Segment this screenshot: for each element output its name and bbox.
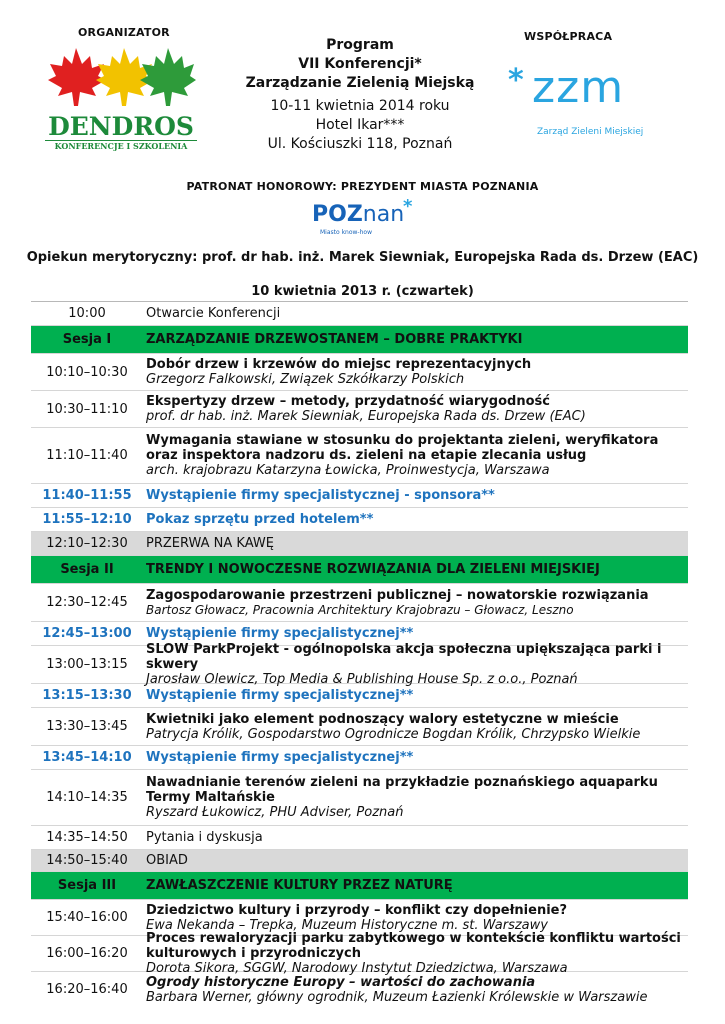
- talk-title: Wystąpienie firmy specjalistycznej**: [146, 688, 414, 703]
- time-slot: 10:30–11:10: [46, 401, 128, 417]
- schedule-description: [143, 536, 688, 551]
- program-title: [225, 36, 495, 93]
- schedule-description: [143, 357, 688, 387]
- speaker-line: Jarosław Olewicz, Top Media & Publishing House Sp. z o.o., Poznań: [146, 672, 578, 687]
- schedule-table: [31, 301, 688, 1007]
- zzm-logo: zzm: [532, 62, 625, 113]
- time-slot: 11:10–11:40: [46, 448, 128, 463]
- schedule-description: [143, 931, 688, 976]
- session-label: Sesja II: [60, 562, 114, 577]
- speaker-line: Dorota Sikora, SGGW, Narodowy Instytut Dziedzictwa, Warszawa: [146, 961, 568, 976]
- schedule-description: [143, 512, 688, 527]
- zzm-subtitle: Zarząd Zieleni Miejskiej: [537, 127, 644, 137]
- talk-title: OBIAD: [146, 853, 188, 868]
- zzm-asterisk-icon: *: [508, 63, 524, 98]
- schedule-row: [31, 769, 688, 825]
- schedule-description: [143, 562, 688, 577]
- schedule-row: [31, 531, 688, 555]
- poznan-logo: [312, 202, 404, 228]
- time-slot: 11:40–11:55: [42, 488, 132, 503]
- time-slot: 13:30–13:45: [46, 719, 128, 734]
- talk-title: Ogrody historyczne Europy – wartości do zachowania: [146, 974, 536, 990]
- talk-title: ZARZĄDZANIE DRZEWOSTANEM – DOBRE PRAKTYKI: [146, 332, 523, 347]
- event-address: Ul. Kościuszki 118, Poznań: [267, 136, 453, 152]
- talk-title: Pytania i dyskusja: [146, 830, 263, 845]
- program-line-3: Zarządzanie Zielenią Miejską: [245, 75, 475, 91]
- poznan-subtitle: Miasto know-how: [320, 229, 372, 236]
- schedule-row: [31, 301, 688, 325]
- program-line-2: VII Konferencji*: [298, 56, 422, 72]
- schedule-row: [31, 483, 688, 507]
- time-slot: 12:10–12:30: [46, 536, 128, 551]
- schedule-description: [143, 306, 688, 321]
- talk-title: Wymagania stawiane w stosunku do projektanta zieleni, weryfikatora oraz inspektora nadzoru ds. zieleni na etapie zlecania usług: [146, 433, 659, 463]
- schedule-description: [143, 332, 688, 347]
- schedule-row: [31, 745, 688, 769]
- speaker-line: Barbara Werner, główny ogrodnik, Muzeum Łazienki Królewskie w Warszawie: [146, 989, 648, 1005]
- schedule-description: [143, 394, 688, 424]
- organizer-label: ORGANIZATOR: [78, 26, 170, 39]
- talk-title: PRZERWA NA KAWĘ: [146, 536, 274, 551]
- program-line-1: Program: [326, 37, 394, 53]
- talk-title: Nawadnianie terenów zieleni na przykładzie poznańskiego aquaparku Termy Maltańskie: [146, 775, 658, 805]
- speaker-line: Bartosz Głowacz, Pracownia Architektury Krajobrazu – Głowacz, Leszno: [146, 602, 574, 617]
- talk-title: Zagospodarowanie przestrzeni publicznej – nowatorskie rozwiązania: [146, 587, 649, 603]
- time-slot: 15:40–16:00: [46, 910, 128, 925]
- schedule-row: [31, 931, 688, 976]
- dendros-name: DENDROS: [48, 112, 194, 141]
- supervisor-line: Opiekun merytoryczny: prof. dr hab. inż. Marek Siewniak, Europejska Rada ds. Drzew (EAC): [26, 250, 699, 265]
- day-heading: 10 kwietnia 2013 r. (czwartek): [251, 284, 474, 299]
- schedule-description: [143, 433, 688, 478]
- schedule-description: [143, 853, 688, 868]
- schedule-row: [31, 353, 688, 390]
- time-slot: 14:10–14:35: [46, 790, 128, 805]
- schedule-description: [143, 626, 688, 641]
- time-slot: 11:55–12:10: [42, 512, 132, 527]
- time-slot: 14:50–15:40: [46, 853, 128, 868]
- talk-title: SLOW ParkProjekt - ogólnopolska akcja społeczna upiększająca parki i skwery: [146, 642, 662, 672]
- schedule-row: [31, 390, 688, 427]
- talk-title: Wystąpienie firmy specjalistycznej - sponsora**: [146, 488, 495, 503]
- poznan-logo-caps: POZ: [312, 202, 363, 227]
- talk-title: Wystąpienie firmy specjalistycznej**: [146, 626, 414, 641]
- schedule-description: [143, 688, 688, 703]
- talk-title: TRENDY I NOWOCZESNE ROZWIĄZANIA DLA ZIELENI MIEJSKIEJ: [146, 562, 600, 577]
- schedule-row: [31, 971, 688, 1007]
- talk-title: Otwarcie Konferencji: [146, 306, 281, 321]
- speaker-line: arch. krajobrazu Katarzyna Łowicka, Proinwestycja, Warszawa: [146, 463, 550, 478]
- schedule-row: [31, 642, 688, 687]
- schedule-description: [143, 588, 688, 618]
- session-label: Sesja I: [62, 332, 112, 347]
- session-header-row: [31, 555, 688, 583]
- talk-title: Ekspertyzy drzew – metody, przydatność wiarygodność: [146, 394, 550, 409]
- schedule-row: [31, 583, 688, 621]
- talk-title: Proces rewaloryzacji parku zabytkowego w kontekście konfliktu wartości kulturowych i przyrodniczych: [146, 931, 681, 961]
- time-slot: 13:45–14:10: [42, 750, 132, 765]
- event-date: 10-11 kwietnia 2014 roku: [270, 98, 450, 114]
- maple-leaves-icon: [44, 44, 196, 114]
- time-slot: 13:15–13:30: [42, 688, 132, 703]
- time-slot: 16:20–16:40: [46, 982, 128, 997]
- talk-title: Wystąpienie firmy specjalistycznej**: [146, 750, 414, 765]
- talk-title: Dziedzictwo kultury i przyrody – konflikt czy dopełnienie?: [146, 902, 568, 918]
- speaker-line: prof. dr hab. inż. Marek Siewniak, Europejska Rada ds. Drzew (EAC): [146, 409, 586, 424]
- speaker-line: Ewa Nekanda – Trepka, Muzeum Historyczne m. st. Warszawy: [146, 917, 548, 933]
- schedule-row: [31, 849, 688, 871]
- schedule-description: [143, 712, 688, 742]
- event-info: [225, 97, 495, 154]
- talk-title: Kwietniki jako element podnoszący walory estetyczne w mieście: [146, 711, 619, 727]
- time-slot: 10:10–10:30: [46, 364, 128, 380]
- speaker-line: Patrycja Królik, Gospodarstwo Ogrodnicze Bogdan Królik, Chrzypsko Wielkie: [146, 726, 641, 742]
- schedule-row: [31, 899, 688, 935]
- time-slot: 10:00: [68, 306, 106, 321]
- speaker-line: Ryszard Łukowicz, PHU Adviser, Poznań: [146, 805, 404, 820]
- time-slot: 12:45–13:00: [42, 626, 132, 641]
- poznan-logo-lower: nan: [362, 202, 405, 227]
- schedule-description: [143, 488, 688, 503]
- patronage-label: PATRONAT HONOROWY: PREZYDENT MIASTA POZNANIA: [186, 180, 539, 193]
- schedule-description: [143, 642, 688, 687]
- speaker-line: Grzegorz Falkowski, Związek Szkółkarzy Polskich: [146, 372, 465, 387]
- schedule-description: [143, 775, 688, 820]
- poznan-asterisk-icon: *: [403, 196, 413, 217]
- schedule-description: [143, 878, 688, 893]
- time-slot: 16:00–16:20: [46, 946, 128, 961]
- time-slot: 13:00–13:15: [46, 657, 128, 672]
- schedule-description: [143, 830, 688, 845]
- event-hotel: Hotel Ikar***: [315, 117, 405, 133]
- schedule-description: [143, 903, 688, 933]
- dendros-subtitle: KONFERENCJE I SZKOLENIA: [54, 141, 188, 151]
- time-slot: 14:35–14:50: [46, 830, 128, 845]
- schedule-row: [31, 825, 688, 849]
- schedule-row: [31, 427, 688, 483]
- session-header-row: [31, 871, 688, 899]
- talk-title: Dobór drzew i krzewów do miejsc reprezentacyjnych: [146, 357, 532, 372]
- schedule-description: [143, 975, 688, 1005]
- time-slot: 12:30–12:45: [46, 595, 128, 610]
- partner-label: WSPÓŁPRACA: [524, 30, 613, 43]
- talk-title: Pokaz sprzętu przed hotelem**: [146, 512, 374, 527]
- talk-title: ZAWŁASZCZENIE KULTURY PRZEZ NATURĘ: [146, 878, 453, 893]
- session-header-row: [31, 325, 688, 353]
- dendros-leaves-logo: [44, 44, 196, 114]
- schedule-description: [143, 750, 688, 765]
- schedule-row: [31, 507, 688, 531]
- session-label: Sesja III: [57, 878, 117, 893]
- schedule-row: [31, 707, 688, 745]
